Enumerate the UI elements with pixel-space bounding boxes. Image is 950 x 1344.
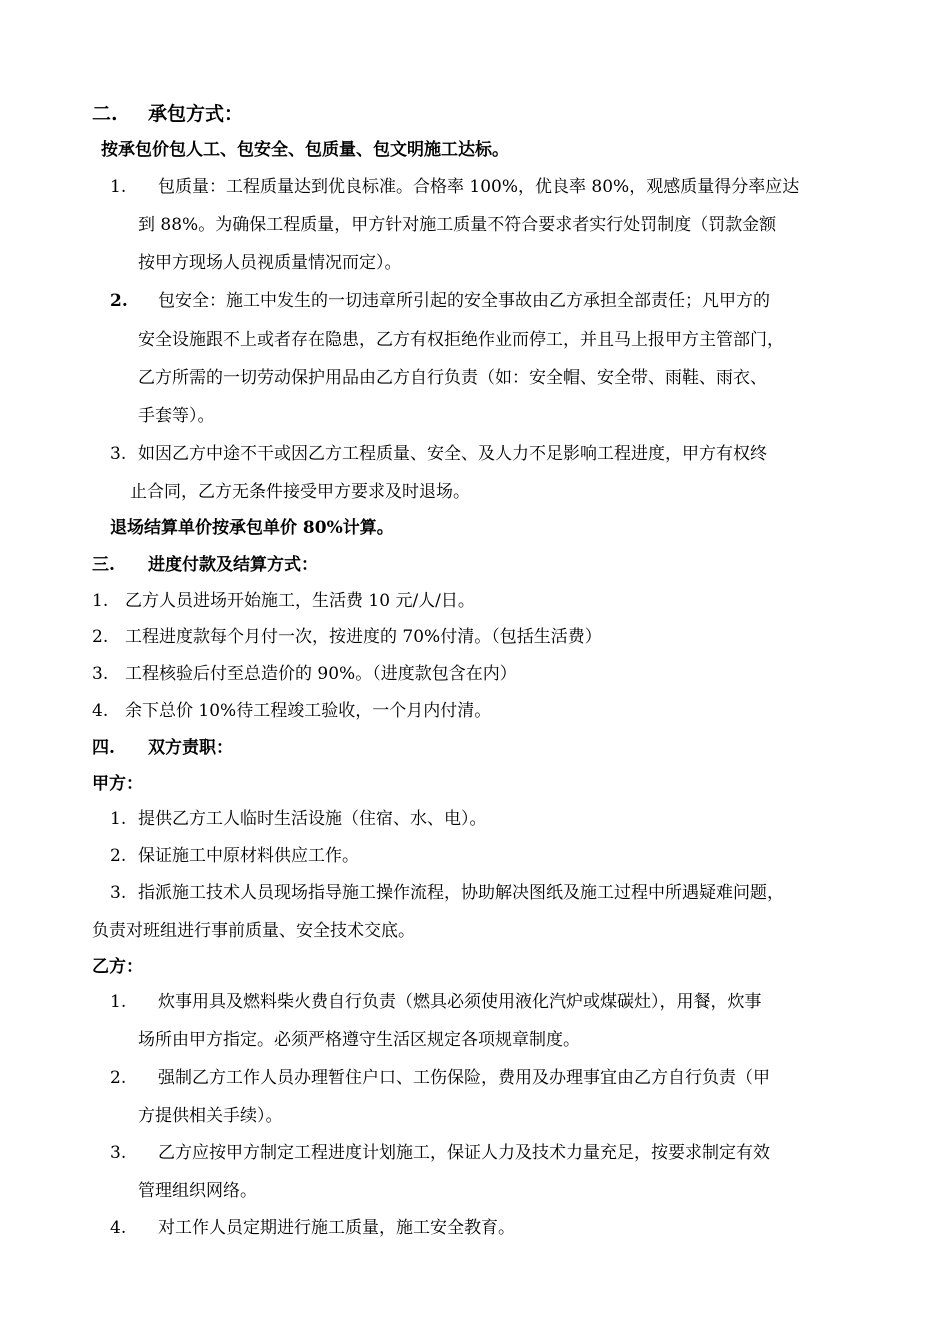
item-text: 提供乙方工人临时生活设施（住宿、水、电）。 <box>138 809 487 829</box>
item-text: 手套等）。 <box>138 406 215 426</box>
item-text: 乙方所需的一切劳动保护用品由乙方自行负责（如：安全帽、安全带、雨鞋、雨衣、 <box>138 368 767 388</box>
item-number: 3. <box>110 444 127 464</box>
item-text: 管理组织网络。 <box>138 1181 257 1201</box>
section-number: 二. <box>92 103 118 125</box>
section-title: 承包方式： <box>148 103 244 125</box>
section-intro: 按承包价包人工、包安全、包质量、包文明施工达标。 <box>101 140 509 160</box>
item-text: 方提供相关手续）。 <box>138 1106 283 1126</box>
item-number: 3. <box>110 883 127 903</box>
item-text: 如因乙方中途不干或因乙方工程质量、安全、及人力不足影响工程进度，甲方有权终 <box>138 444 767 464</box>
item-number: 1. <box>110 809 127 829</box>
item-number: 2. <box>110 291 128 311</box>
item-number: 3. <box>92 664 109 684</box>
item-text: 炊事用具及燃料柴火费自行负责（燃具必须使用液化汽炉或煤碳灶），用餐，炊事 <box>158 992 762 1012</box>
section-title: 双方责职： <box>148 738 233 758</box>
item-number: 1. <box>110 177 127 197</box>
section-number: 三. <box>92 555 115 575</box>
item-text: 余下总价 10%待工程竣工验收，一个月内付清。 <box>125 701 492 721</box>
item-number: 4. <box>92 701 109 721</box>
item-text: 包质量：工程质量达到优良标准。合格率 100%，优良率 80%，观感质量得分率应达 <box>158 177 800 197</box>
section-number: 四. <box>92 738 115 758</box>
item-number: 4. <box>110 1218 127 1238</box>
item-text: 乙方应按甲方制定工程进度计划施工，保证人力及技术力量充足，按要求制定有效 <box>158 1143 770 1163</box>
item-text: 指派施工技术人员现场指导施工操作流程，协助解决图纸及施工过程中所遇疑难问题， <box>138 883 784 903</box>
item-text: 乙方人员进场开始施工，生活费 10 元/人/日。 <box>125 591 475 611</box>
item-text: 止合同，乙方无条件接受甲方要求及时退场。 <box>130 482 470 502</box>
item-text: 包安全：施工中发生的一切违章所引起的安全事故由乙方承担全部责任；凡甲方的 <box>158 291 770 311</box>
item-text: 工程核验后付至总造价的 90%。（进度款包含在内） <box>125 664 517 684</box>
item-text: 保证施工中原材料供应工作。 <box>138 846 359 866</box>
item-text: 负责对班组进行事前质量、安全技术交底。 <box>92 921 415 941</box>
section-title: 进度付款及结算方式： <box>148 555 318 575</box>
party-a-label: 甲方： <box>92 774 143 794</box>
item-number: 2. <box>92 627 109 647</box>
item-text: 到 88%。为确保工程质量，甲方针对施工质量不符合要求者实行处罚制度（罚款金额 <box>138 215 777 235</box>
item-number: 2. <box>110 1068 127 1088</box>
item-number: 1. <box>110 992 127 1012</box>
party-b-label: 乙方： <box>92 957 143 977</box>
item-text: 对工作人员定期进行施工质量，施工安全教育。 <box>158 1218 515 1238</box>
item-text: 场所由甲方指定。必须严格遵守生活区规定各项规章制度。 <box>138 1030 580 1050</box>
section-note: 退场结算单价按承包单价 80%计算。 <box>110 518 394 538</box>
item-text: 安全设施跟不上或者存在隐患，乙方有权拒绝作业而停工，并且马上报甲方主管部门， <box>138 330 784 350</box>
item-text: 工程进度款每个月付一次，按进度的 70%付清。（包括生活费） <box>125 627 602 647</box>
item-number: 3. <box>110 1143 127 1163</box>
item-number: 2. <box>110 846 127 866</box>
item-text: 强制乙方工作人员办理暂住户口、工伤保险，费用及办理事宜由乙方自行负责（甲 <box>158 1068 770 1088</box>
item-text: 按甲方现场人员视质量情况而定）。 <box>138 253 402 273</box>
item-number: 1. <box>92 591 109 611</box>
